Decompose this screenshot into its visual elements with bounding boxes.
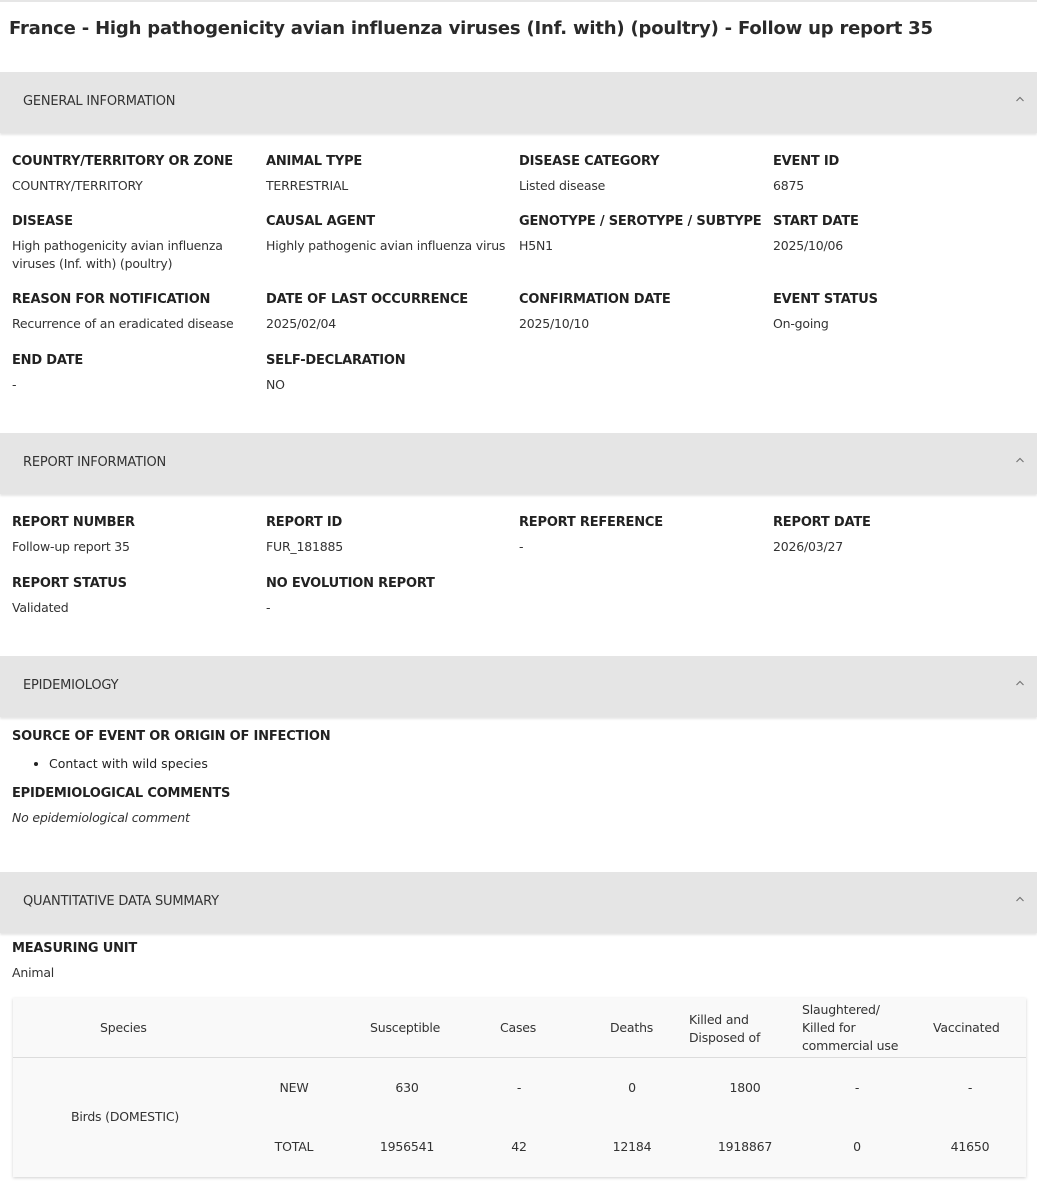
section-title: EPIDEMIOLOGY [23,678,119,693]
field-value: Recurrence of an eradicated disease [12,316,234,331]
field-value: FUR_181885 [266,539,343,554]
field-label: EPIDEMIOLOGICAL COMMENTS [12,786,231,801]
field-value: NO [266,377,285,392]
page-title: France - High pathogenicity avian influenza viruses (Inf. with) (poultry) - Follow up report 35 [9,18,933,39]
cell-cases: - [516,1080,522,1095]
field-label: REPORT ID [266,515,343,530]
field-genotype [519,214,769,255]
field-report-id [266,515,516,556]
field-epidemiological-comments [12,786,412,827]
field-value: 2026/03/27 [773,539,844,554]
section-header-epidemiology[interactable] [0,656,1037,717]
field-country [12,154,262,195]
field-report-date [773,515,1023,556]
field-label: DISEASE [12,214,73,229]
field-value: H5N1 [519,238,553,253]
field-label: COUNTRY/TERRITORY OR ZONE [12,154,233,169]
section-header-quantitative-data-summary[interactable] [0,872,1037,933]
field-causal-agent [266,214,516,255]
field-report-number [12,515,262,556]
field-value: High pathogenicity avian influenza viruses (Inf. with) (poultry) [12,238,223,271]
row-type-new: NEW [279,1080,309,1095]
cell-deaths: 0 [628,1080,636,1095]
species-cell: Birds (DOMESTIC) [70,1109,180,1124]
column-header-slaughtered [802,1001,898,1055]
field-label: REPORT STATUS [12,576,127,591]
column-header-killed-disposed [689,1011,760,1047]
field-value: Animal [12,965,55,980]
field-end-date [12,353,262,394]
column-header-species: Species [100,1020,147,1035]
field-label: NO EVOLUTION REPORT [266,576,435,591]
field-label: REPORT REFERENCE [519,515,663,530]
cell-susceptible: 630 [395,1080,419,1095]
header-line: Killed and [689,1012,749,1027]
field-label: SOURCE OF EVENT OR ORIGIN OF INFECTION [12,729,331,744]
field-label: END DATE [12,353,84,368]
row-type-total: TOTAL [274,1139,314,1154]
chevron-up-icon[interactable] [1013,676,1027,690]
field-label: START DATE [773,214,859,229]
cell-deaths: 12184 [612,1139,652,1154]
field-report-reference [519,515,769,556]
cell-vaccinated: 41650 [950,1139,990,1154]
field-start-date [773,214,1023,255]
field-source-of-event [12,729,412,744]
field-event-status [773,292,1023,333]
header-line: Killed for [802,1020,856,1035]
field-value: 2025/02/04 [266,316,337,331]
section-title: QUANTITATIVE DATA SUMMARY [23,894,219,909]
source-list [12,755,208,773]
field-event-id [773,154,1023,195]
column-header-susceptible: Susceptible [370,1020,441,1035]
header-divider [13,1057,1026,1058]
field-value: Follow-up report 35 [12,539,130,554]
field-label: REPORT NUMBER [12,515,135,530]
field-disease [12,214,247,273]
field-reason-for-notification [12,292,262,333]
field-value: Validated [12,600,69,615]
field-value: TERRESTRIAL [266,178,349,193]
field-label: GENOTYPE / SEROTYPE / SUBTYPE [519,214,762,229]
field-confirmation-date [519,292,769,333]
field-label: CONFIRMATION DATE [519,292,671,307]
header-line: Slaughtered/ [802,1002,880,1017]
chevron-up-icon[interactable] [1013,92,1027,106]
field-animal-type [266,154,516,195]
field-value: 2025/10/10 [519,316,590,331]
cell-susceptible: 1956541 [379,1139,435,1154]
field-value: No epidemiological comment [12,810,190,825]
field-value: On-going [773,316,829,331]
field-value: - [12,377,17,392]
field-label: ANIMAL TYPE [266,154,363,169]
field-label: REASON FOR NOTIFICATION [12,292,211,307]
field-label: EVENT ID [773,154,840,169]
field-value: COUNTRY/TERRITORY [12,178,143,193]
cell-cases: 42 [511,1139,527,1154]
field-date-last-occurrence [266,292,516,333]
field-value: 6875 [773,178,805,193]
field-label: DATE OF LAST OCCURRENCE [266,292,468,307]
list-item: • Contact with wild species [49,755,208,773]
section-title: GENERAL INFORMATION [23,94,176,109]
column-header-deaths: Deaths [610,1020,654,1035]
field-label: CAUSAL AGENT [266,214,375,229]
cell-killed-disposed: 1918867 [717,1139,773,1154]
cell-slaughtered: - [854,1080,860,1095]
field-self-declaration [266,353,516,394]
field-value: 2025/10/06 [773,238,844,253]
field-label: MEASURING UNIT [12,941,138,956]
chevron-up-icon[interactable] [1013,892,1027,906]
column-header-cases: Cases [500,1020,537,1035]
cell-vaccinated: - [967,1080,973,1095]
field-label: DISEASE CATEGORY [519,154,660,169]
field-measuring-unit [12,941,262,982]
field-report-status [12,576,262,617]
chevron-up-icon[interactable] [1013,453,1027,467]
cell-killed-disposed: 1800 [729,1080,761,1095]
cell-slaughtered: 0 [853,1139,861,1154]
header-line: commercial use [802,1038,899,1053]
section-title: REPORT INFORMATION [23,455,167,470]
header-line: Disposed of [689,1030,761,1045]
top-divider [0,0,1037,2]
field-value: Highly pathogenic avian influenza virus [266,238,506,253]
field-disease-category [519,154,769,195]
field-no-evolution-report [266,576,516,617]
quantitative-data-table [13,998,1026,1177]
field-label: SELF-DECLARATION [266,353,406,368]
field-value: - [519,539,524,554]
section-header-general-information[interactable] [0,72,1037,133]
field-label: EVENT STATUS [773,292,878,307]
column-header-vaccinated: Vaccinated [933,1020,1000,1035]
field-value: - [266,600,271,615]
field-value: Listed disease [519,178,606,193]
field-label: REPORT DATE [773,515,871,530]
section-header-report-information[interactable] [0,433,1037,494]
